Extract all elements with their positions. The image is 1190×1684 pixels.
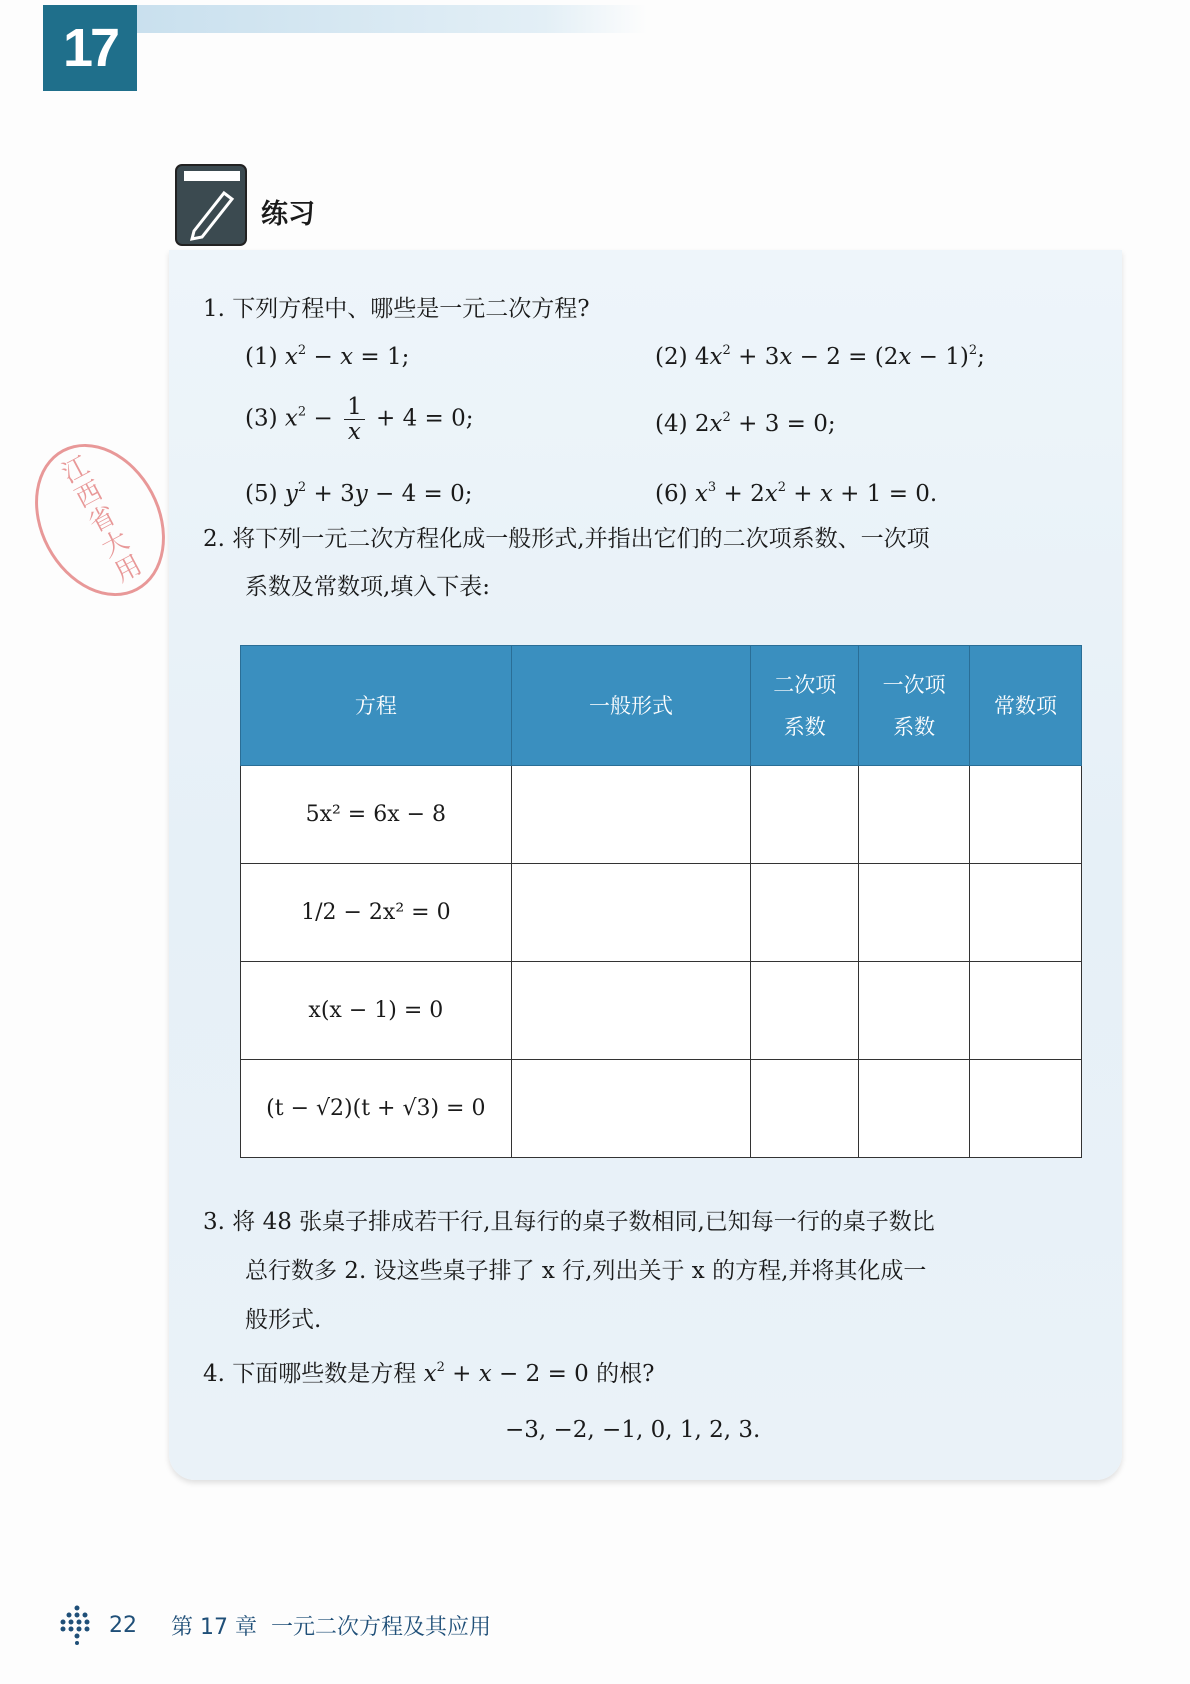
practice-title: 练习 [261,199,315,230]
table-row [241,1060,1082,1158]
answer-cell[interactable] [511,766,751,864]
answer-cell[interactable] [751,1060,859,1158]
header-equation: 方程 [241,646,512,766]
answer-cell[interactable] [970,766,1082,864]
question-3-line-1: 3. 将 48 张桌子排成若干行,且每行的桌子数相同,已知每一行的桌子数比 [203,1209,935,1235]
red-seal-stamp: 江西省大用 [9,421,190,619]
answer-cell[interactable] [859,766,970,864]
answer-cell[interactable] [859,864,970,962]
equation-cell: 5x² = 6x − 8 [241,766,512,864]
answer-cell[interactable] [511,1060,751,1158]
answer-cell[interactable] [751,962,859,1060]
page-footer [59,1605,491,1645]
table-row [241,864,1082,962]
q1-item-3: (3) $x^2$ − $\frac{1}{x}$ + 4 = 0; [245,394,474,445]
answer-cell[interactable] [511,962,751,1060]
answer-cell[interactable] [859,1060,970,1158]
answer-cell[interactable] [751,864,859,962]
q1-item-6: (6) $x^3 + 2x^2 + x + 1 = 0$. [655,480,938,507]
question-1: 1. 下列方程中、哪些是一元二次方程? [203,296,590,322]
answer-cell[interactable] [970,864,1082,962]
page-number: 22 [109,1612,137,1638]
q1-item-1: (1) $x^2 - x = 1$; [245,343,410,370]
q1-item-4: (4) $2x^2 + 3 = 0$; [655,410,836,437]
header-quadratic-coef: 二次项 系数 [751,646,859,766]
answer-cell[interactable] [511,864,751,962]
question-2-line-1: 2. 将下列一元二次方程化成一般形式,并指出它们的二次项系数、一次项 [203,526,930,552]
question-2-line-2: 系数及常数项,填入下表: [245,574,491,600]
equation-cell: (t − √2)(t + √3) = 0 [241,1060,512,1158]
equation-cell: 1/2 − 2x² = 0 [241,864,512,962]
equation-cell: x(x − 1) = 0 [241,962,512,1060]
question-3-line-2: 总行数多 2. 设这些桌子排了 x 行,列出关于 x 的方程,并将其化成一 [245,1258,927,1284]
chapter-label: 第 17 章 [171,1614,257,1640]
header-linear-coef: 一次项 系数 [859,646,970,766]
pencil-notebook-icon [172,161,250,249]
question-3-line-3: 般形式. [245,1307,322,1333]
table-header-row [241,646,1082,766]
q1-item-2: (2) $4x^2 + 3x - 2 = (2x - 1)^2$; [655,343,985,370]
question-4: 4. 下面哪些数是方程 $x^2 + x - 2 = 0$ 的根? [203,1360,655,1387]
header-constant: 常数项 [970,646,1082,766]
answer-cell[interactable] [751,766,859,864]
chapter-title: 一元二次方程及其应用 [270,1614,491,1640]
q1-item-5: (5) $y^2 + 3y - 4 = 0$; [245,480,473,507]
answer-cell[interactable] [859,962,970,1060]
table-row [241,766,1082,864]
table-row [241,962,1082,1060]
header-band [137,5,647,33]
candidate-roots: −3, −2, −1, 0, 1, 2, 3. [505,1417,761,1443]
dot-pattern-icon [59,1605,95,1645]
answer-cell[interactable] [970,962,1082,1060]
answer-cell[interactable] [970,1060,1082,1158]
coefficient-table [240,645,1082,1158]
header-general-form: 一般形式 [511,646,751,766]
chapter-number-tab: 17 [43,5,137,91]
